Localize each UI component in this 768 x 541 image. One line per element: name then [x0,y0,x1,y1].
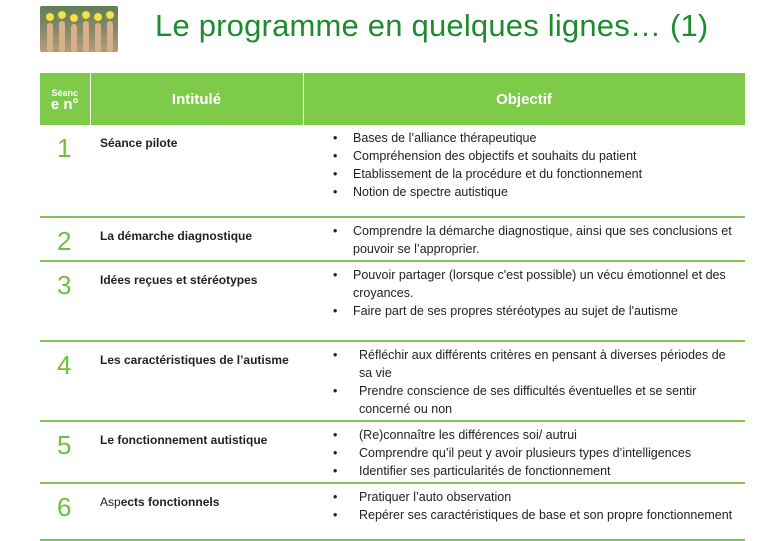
table-row [40,217,745,261]
session-title: Le fonctionnement autistique [100,433,268,447]
program-table [40,73,746,541]
objective-item: • Prendre conscience de ses difficultés éventuelles et se sentir concerné ou non [333,382,739,418]
table-row [40,421,745,483]
objective-item: • Comprendre qu’il peut y avoir plusieurs types d’intelligences [333,444,739,462]
session-number: 6 [57,492,72,522]
session-title: La démarche diagnostique [100,229,253,243]
page-title: Le programme en quelques lignes… (1) [155,8,709,43]
objective-item: • Repérer ses caractéristiques de base et son propre fonctionnement [333,506,739,524]
lightbulb-hands-icon [40,6,118,52]
table-header-row [40,73,745,125]
logo-image [40,6,118,52]
session-objectives [303,483,745,540]
table-row [40,261,745,341]
objective-item: • Pouvoir partager (lorsque c'est possible) un vécu émotionnel et des croyances. [333,266,739,302]
objective-item: • Etablissement de la procédure et du fonctionnement [333,165,739,183]
session-title-prefix: Asp [100,495,121,509]
session-number: 5 [57,430,72,460]
table-row [40,483,745,540]
objective-item: • Notion de spectre autistique [333,183,739,201]
session-title [90,483,303,540]
session-number: 3 [57,270,72,300]
session-objectives [303,421,745,483]
session-title: Les caractéristiques de l’autisme [100,353,289,367]
objective-item: • Compréhension des objectifs et souhaits du patient [333,147,739,165]
session-number: 1 [57,133,72,163]
header-session-number: Séanc e n° [40,73,90,125]
session-objectives [303,341,745,421]
objective-item: • Réfléchir aux différents critères en pensant à diverses périodes de sa vie [333,346,739,382]
session-title: Idées reçues et stéréotypes [100,273,258,287]
header-session-number-line2: e n° [50,95,79,113]
objective-item: • Identifier ses particularités de fonctionnement [333,462,739,480]
objective-item: • Faire part de ses propres stéréotypes au sujet de l'autisme [333,302,739,320]
objective-item: • Pratiquer l’auto observation [333,488,739,506]
table-row [40,125,745,217]
session-objectives [303,217,745,261]
header-objective: Objectif [303,73,745,125]
session-title: Séance pilote [100,136,178,150]
objective-item: • Comprendre la démarche diagnostique, ainsi que ses conclusions et pouvoir se l’approprier. [333,222,739,258]
header-title: Intitulé [90,73,303,125]
objective-item: • Bases de l’alliance thérapeutique [333,129,739,147]
session-number: 4 [57,350,72,380]
table-row [40,341,745,421]
session-number: 2 [57,226,72,256]
session-objectives [303,261,745,341]
objective-item: • (Re)connaître les différences soi/ autrui [333,426,739,444]
session-title-rest: ects fonctionnels [120,495,220,509]
session-objectives [303,125,745,217]
